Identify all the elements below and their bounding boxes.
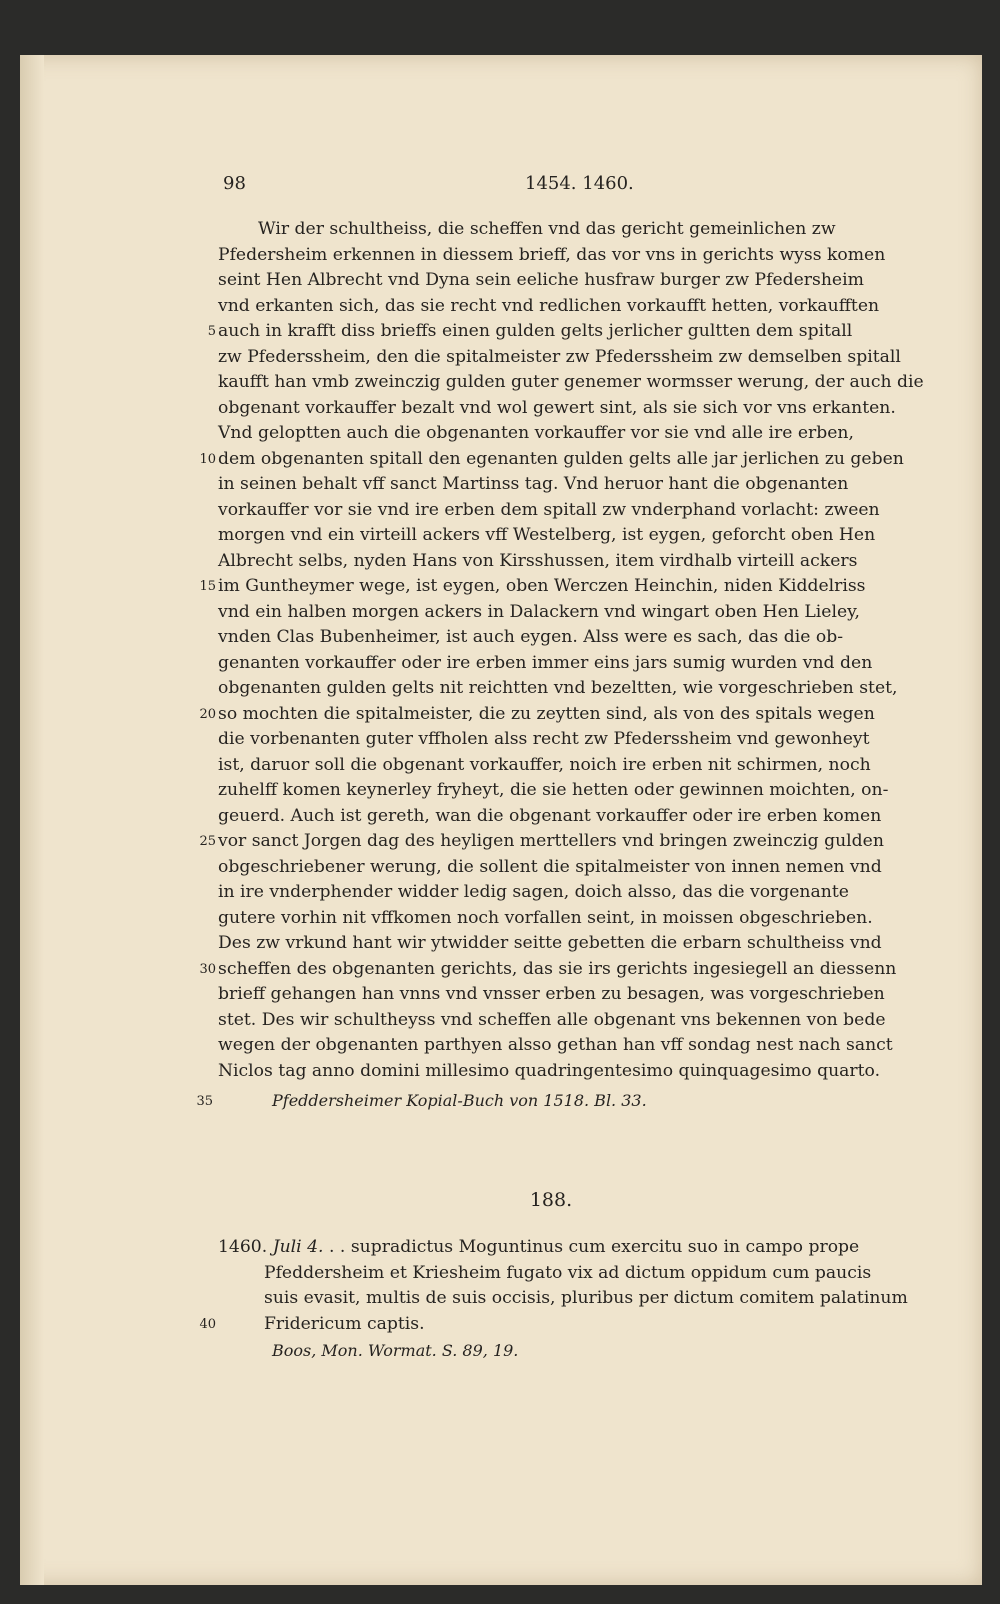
text-line (218, 804, 940, 830)
line-number: 15 (199, 579, 216, 594)
line-text: kaufft han vmb zweinczig gulden guter genemer wormsser werung, der auch die (218, 372, 924, 392)
text-line (218, 1008, 940, 1034)
text-line (218, 1059, 940, 1085)
running-head: 1454. 1460. (525, 173, 634, 194)
line-text: vnden Clas Bubenheimer, ist auch eygen. Alss were es sach, das die ob- (218, 627, 844, 647)
text-line (199, 1312, 940, 1338)
text-line (199, 702, 940, 728)
page-binding-edge (20, 55, 44, 1585)
line-text: vor sanct Jorgen dag des heyligen merttellers vnd bringen zweinczig gulden (218, 831, 884, 851)
text-line (218, 600, 940, 626)
page-number: 98 (223, 173, 246, 194)
text-line (218, 778, 940, 804)
line-number: 25 (199, 834, 216, 849)
line-text: ist, daruor soll die obgenant vorkauffer, noich ire erben nit schirmen, noch (218, 754, 871, 775)
line-text: obgenant vorkauffer bezalt vnd wol gewert sint, als sie sich vor vns erkanten. (218, 397, 896, 418)
text-line (199, 574, 940, 600)
text-line (207, 319, 940, 345)
source-citation-2: Boos, Mon. Wormat. S. 89, 19. (272, 1341, 519, 1360)
text-line (218, 727, 940, 753)
text-line (199, 447, 940, 473)
line-text: seint Hen Albrecht vnd Dyna sein eeliche husfraw burger zw Pfedersheim (218, 270, 864, 290)
text-line (218, 1235, 940, 1261)
text-line (199, 957, 940, 983)
text-line (218, 1033, 940, 1059)
line-text: Niclos tag anno domini millesimo quadringentesimo quinquagesimo quarto. (218, 1060, 881, 1081)
line-text: obgenanten gulden gelts nit reichtten vnd bezeltten, wie vorgeschrieben stet, (218, 678, 898, 698)
text-line (218, 523, 940, 549)
text-line (218, 370, 940, 396)
line-text: auch in krafft diss brieffs einen gulden gelts jerlicher gultten dem spitall (218, 321, 853, 341)
line-text: Wir der schultheiss, die scheffen vnd das gericht gemeinlichen zw (258, 219, 836, 239)
line-text: gutere vorhin nit vffkomen noch vorfallen seint, in moissen obgeschrieben. (218, 907, 873, 928)
text-line (218, 345, 940, 371)
text-line (218, 396, 940, 422)
document-first-line: . . supradictus Moguntinus cum exercitu suo in campo prope (328, 1237, 860, 1257)
book-page (20, 55, 982, 1585)
text-line (218, 880, 940, 906)
text-line (218, 676, 940, 702)
text-line (218, 243, 940, 269)
text-line (218, 217, 940, 243)
line-text: im Guntheymer wege, ist eygen, oben Werczen Heinchin, niden Kiddelriss (218, 576, 866, 596)
text-line (218, 753, 940, 779)
source-citation: Pfeddersheimer Kopial-Buch von 1518. Bl. 33. (272, 1091, 647, 1110)
line-text: stet. Des wir schultheyss vnd scheffen alle obgenant vns bekennen von bede (218, 1009, 886, 1030)
line-number: 20 (199, 706, 216, 722)
line-text: genanten vorkauffer oder ire erben immer eins jars sumig wurden vnd den (218, 652, 873, 673)
text-line (218, 651, 940, 677)
document-188-text (199, 1235, 940, 1337)
document-date-year: 1460. (218, 1237, 268, 1257)
line-number: 35 (196, 1094, 213, 1109)
line-text: geuerd. Auch ist gereth, wan die obgenant vorkauffer oder ire erben komen (218, 805, 882, 826)
line-text: morgen vnd ein virteill ackers vff Westelberg, ist eygen, geforcht oben Hen (218, 525, 876, 545)
line-text: vorkauffer vor sie vnd ire erben dem spitall zw vnderphand vorlacht: zween (218, 499, 880, 520)
text-line (218, 855, 940, 881)
line-text: in ire vnderphender widder ledig sagen, doich alsso, das die vorgenante (218, 882, 849, 902)
line-text: zw Pfederssheim, den die spitalmeister zw Pfederssheim zw demselben spitall (218, 346, 901, 367)
text-line (218, 982, 940, 1008)
page-header (20, 173, 982, 203)
text-line (218, 421, 940, 447)
line-text: suis evasit, multis de suis occisis, pluribus per dictum comitem palatinum (264, 1288, 908, 1308)
text-line (218, 1261, 940, 1287)
document-number: 188. (529, 1189, 573, 1211)
text-line (218, 549, 940, 575)
line-text: dem obgenanten spitall den egenanten gulden gelts alle jar jerlichen zu geben (218, 448, 904, 469)
line-text: Pfeddersheim et Kriesheim fugato vix ad dictum oppidum cum paucis (264, 1262, 872, 1283)
line-text: vnd ein halben morgen ackers in Dalackern vnd wingart oben Hen Lieley, (218, 601, 861, 622)
text-line (218, 472, 940, 498)
line-text: vnd erkanten sich, das sie recht vnd redlichen vorkaufft hetten, vorkaufften (218, 295, 880, 316)
line-text: Pfedersheim erkennen in diessem brieff, das vor vns in gerichts wyss komen (218, 244, 886, 265)
line-text: die vorbenanten guter vffholen alss recht zw Pfederssheim vnd gewonheyt (218, 729, 870, 749)
text-line (218, 931, 940, 957)
line-number: 5 (207, 324, 216, 339)
text-line (199, 829, 940, 855)
document-date-day: Juli 4. (272, 1237, 324, 1257)
line-text: scheffen des obgenanten gerichts, das sie irs gerichts ingesiegell an diessenn (218, 958, 897, 979)
text-line (218, 906, 940, 932)
line-text: Fridericum captis. (264, 1313, 425, 1334)
line-text: zuhelff komen keynerley fryheyt, die sie hetten oder gewinnen moichten, on- (218, 780, 889, 800)
line-text: wegen der obgenanten parthyen alsso gethan han vff sondag nest nach sanct (218, 1035, 893, 1055)
line-number: 40 (199, 1316, 216, 1332)
text-line (218, 498, 940, 524)
line-text: brieff gehangen han vnns vnd vnsser erben zu besagen, was vorgeschrieben (218, 984, 885, 1004)
text-line (218, 268, 940, 294)
line-text: Vnd geloptten auch die obgenanten vorkauffer vor sie vnd alle ire erben, (218, 423, 854, 443)
line-text: in seinen behalt vff sanct Martinss tag. Vnd heruor hant die obgenanten (218, 474, 849, 494)
line-text: Des zw vrkund hant wir ytwidder seitte gebetten die erbarn schultheiss vnd (218, 933, 882, 953)
text-line (218, 1286, 940, 1312)
line-text: so mochten die spitalmeister, die zu zeytten sind, als von des spitals wegen (218, 703, 875, 724)
text-line (218, 625, 940, 651)
line-number: 10 (199, 451, 216, 467)
line-number: 30 (199, 961, 216, 977)
text-line (218, 294, 940, 320)
line-text: Albrecht selbs, nyden Hans von Kirsshussen, item virdhalb virteill ackers (218, 550, 858, 571)
line-text: obgeschriebener werung, die sollent die spitalmeister von innen nemen vnd (218, 856, 882, 877)
document-187-text (199, 217, 940, 1084)
